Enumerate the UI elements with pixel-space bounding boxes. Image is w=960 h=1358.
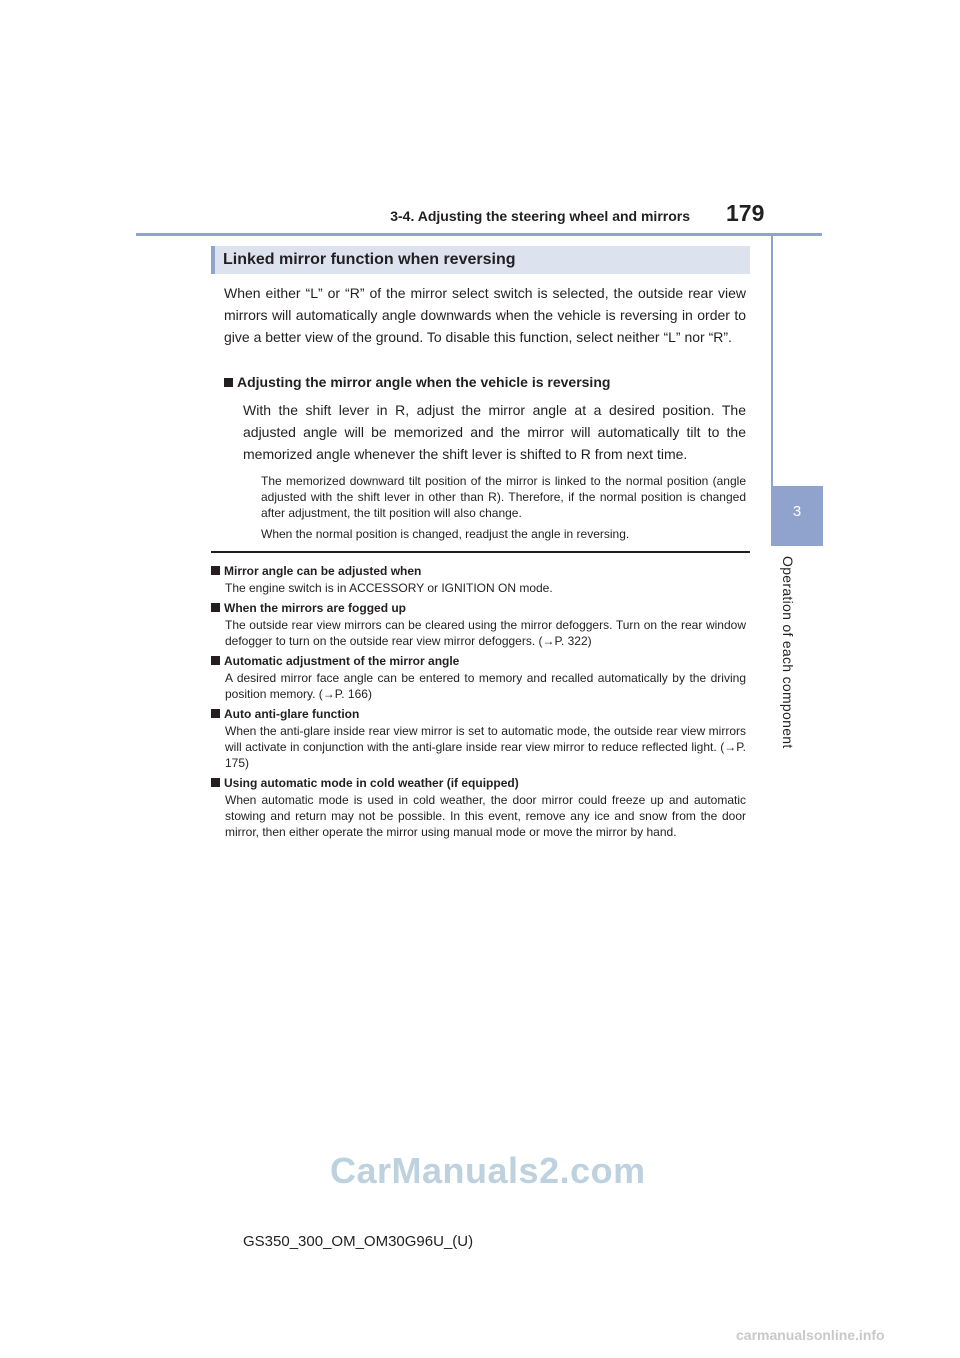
- list-item: Automatic adjustment of the mirror angle A desired mirror face angle can be entered to memory and recalled automatically by the driving position memory. (→P. 166): [211, 653, 746, 702]
- square-bullet-icon: [211, 603, 220, 612]
- page-number: 179: [726, 200, 765, 226]
- chapter-tab: 3: [771, 486, 823, 546]
- tilt-note: The memorized downward tilt position of the mirror is linked to the normal position (angle adjusted with the shift lever in other than R). Therefore, if the normal position is changed after adjustment, the tilt position will also change.: [261, 474, 746, 520]
- section-intro: When either “L” or “R” of the mirror select switch is selected, the outside rear view mirrors will automatically angle downwards when the vehicle is reversing in order to give a better view of the ground. To disable this function, select neither “L” nor “R”.: [224, 285, 746, 345]
- header-rule: [136, 233, 822, 236]
- watermark: CarManuals2.com: [330, 1150, 646, 1191]
- watermark-secondary: carmanualsonline.info: [736, 1327, 885, 1343]
- readjust-note: When the normal position is changed, readjust the angle in reversing.: [261, 527, 630, 541]
- side-tab-line: [771, 236, 773, 486]
- notes-divider: [211, 551, 750, 553]
- sub-heading: Adjusting the mirror angle when the vehicle is reversing: [224, 374, 610, 390]
- section-title: Linked mirror function when reversing: [223, 251, 516, 268]
- square-bullet-icon: [211, 656, 220, 665]
- list-item: When the mirrors are fogged up The outside rear view mirrors can be cleared using the mirror defoggers. Turn on the rear window defogger to turn on the outside rear view mirror defoggers. (→P. 322): [211, 600, 746, 649]
- notes-list: [211, 563, 746, 844]
- chapter-title: 3-4. Adjusting the steering wheel and mirrors: [390, 208, 690, 224]
- sub-body: With the shift lever in R, adjust the mirror angle at a desired position. The adjusted angle will be memorized and the mirror will automatically tilt to the memorized angle whenever the shift lever is shifted to R from next time.: [243, 402, 746, 462]
- document-code: GS350_300_OM_OM30G96U_(U): [243, 1233, 474, 1250]
- list-item: Using automatic mode in cold weather (if equipped) When automatic mode is used in cold weather, the door mirror could freeze up and automatic stowing and return may not be possible. In this event, remove any ice and snow from the door mirror, then either operate the mirror using manual mode or move the mirror by hand.: [211, 775, 746, 840]
- list-item: Mirror angle can be adjusted when The engine switch is in ACCESSORY or IGNITION ON mode.: [211, 563, 746, 596]
- square-bullet-icon: [211, 709, 220, 718]
- square-bullet-icon: [211, 778, 220, 787]
- list-item: Auto anti-glare function When the anti-glare inside rear view mirror is set to automatic mode, the outside rear view mirrors will activate in conjunction with the anti-glare inside rear view mirror to reduce reflected light. (→P. 175): [211, 706, 746, 771]
- square-bullet-icon: [211, 566, 220, 575]
- square-bullet-icon: [224, 378, 233, 387]
